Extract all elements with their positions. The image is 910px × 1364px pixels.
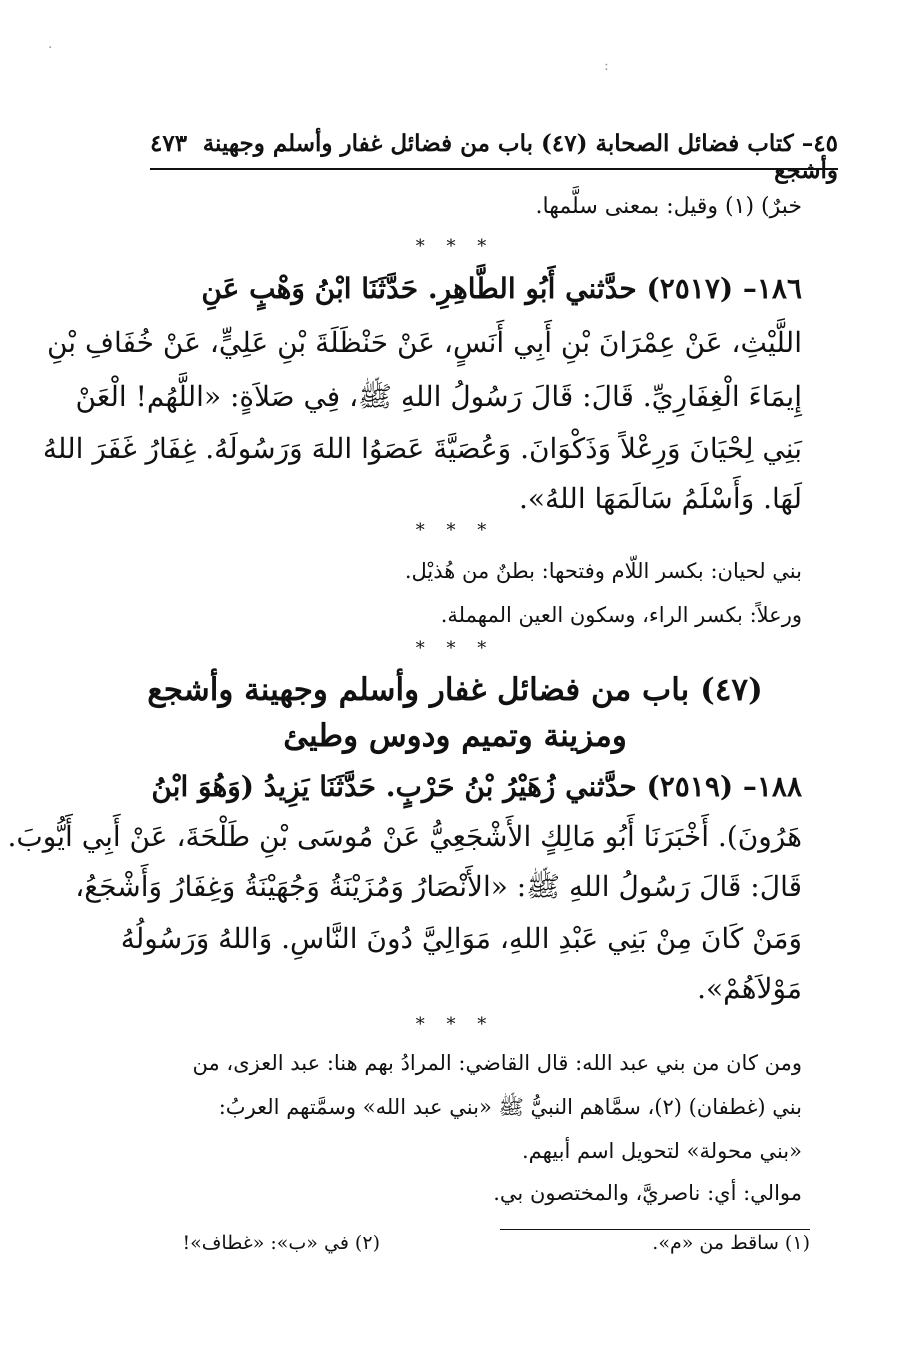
scan-speck: :	[604, 58, 609, 74]
commentary-188-line-1: ومن كان من بني عبد الله: قال القاضي: المرادُ بهم هنا: عبد العزى، من	[192, 1051, 802, 1075]
hadith-188-line-2: هَرُونَ). أَخْبَرَنَا أَبُو مَالِكٍ الأَشْجَعِيُّ عَنْ مُوسَى بْنِ طَلْحَةَ، عَنْ أَبِي أَيُّوبَ.	[7, 820, 802, 853]
commentary-188-line-2: بني (غطفان) (٢)، سمَّاهم النبيُّ ﷺ «بني عبد الله» وسمَّتهم العربُ:	[218, 1095, 802, 1119]
hadith-188-line-1: ١٨٨– (٢٥١٩) حدَّثني زُهَيْرُ بْنُ حَرْبٍ. حَدَّثَنَا يَزِيدُ (وَهُوَ ابْنُ	[151, 770, 802, 803]
commentary-188-line-4: موالي: أي: ناصريَّ، والمختصون بي.	[493, 1181, 802, 1205]
footnote-1: (١) ساقط من «م».	[652, 1232, 810, 1254]
chapter-heading-line-2: ومزينة وتميم ودوس وطيئ	[283, 718, 627, 754]
hadith-188-line-5: مَوْلاَهُمْ».	[697, 972, 802, 1005]
separator-stars: * * *	[415, 520, 495, 541]
page-number: ٤٧٣	[150, 130, 188, 157]
hadith-186-line-5: لَهَا. وَأَسْلَمُ سَالَمَهَا اللهُ».	[518, 482, 802, 515]
opening-line: خبرٌ) (١) وقيل: بمعنى سلَّمها.	[535, 194, 802, 219]
header-title: ٤٥– كتاب فضائل الصحابة (٤٧) باب من فضائل غفار وأسلم وجهينة وأشجع	[202, 130, 838, 184]
hadith-186-line-2: اللَّيْثِ، عَنْ عِمْرَانَ بْنِ أَبِي أَنَسٍ، عَنْ حَنْظَلَةَ بْنِ عَلِيٍّ، عَنْ خُفَافِ بْنِ	[46, 326, 802, 359]
chapter-heading-line-1: (٤٧) باب من فضائل غفار وأسلم وجهينة وأشجع	[147, 672, 763, 708]
separator-stars: * * *	[415, 638, 495, 659]
hadith-186-line-3: إِيمَاءَ الْغِفَارِيِّ. قَالَ: قَالَ رَسُولُ اللهِ ﷺ، فِي صَلاَةٍ: «اللَّهُم! الْعَنْ	[75, 380, 802, 413]
separator-stars: * * *	[415, 236, 495, 257]
separator-stars: * * *	[415, 1014, 495, 1035]
hadith-186-line-4: بَنِي لِحْيَانَ وَرِعْلاً وَذَكْوَانَ. وَعُصَيَّةَ عَصَوُا اللهَ وَرَسُولَهُ. غِفَارُ غَفَرَ اللهُ	[42, 432, 802, 465]
scan-speck: ·	[48, 40, 53, 56]
commentary-188-line-3: «بني محولة» لتحويل اسم أبيهم.	[521, 1139, 802, 1163]
running-header	[150, 128, 838, 184]
footnote-rule	[500, 1229, 810, 1230]
hadith-188-line-4: وَمَنْ كَانَ مِنْ بَنِي عَبْدِ اللهِ، مَوَالِيَّ دُونَ النَّاسِ. وَاللهُ وَرَسُولُهُ	[120, 922, 802, 955]
commentary-186-line-1: بني لحيان: بكسر اللّام وفتحها: بطنٌ من هُذيْل.	[404, 559, 802, 583]
hadith-186-line-1: ١٨٦– (٢٥١٧) حدَّثني أَبُو الطَّاهِرِ. حَدَّثَنَا ابْنُ وَهْبٍ عَنِ	[201, 272, 802, 305]
footnote-2: (٢) في «ب»: «غطاف»!	[182, 1232, 380, 1254]
commentary-186-line-2: ورعلاً: بكسر الراء، وسكون العين المهملة.	[440, 603, 802, 627]
hadith-188-line-3: قَالَ: قَالَ رَسُولُ اللهِ ﷺ: «الأَنْصَارُ وَمُزَيْنَةُ وَجُهَيْنَةُ وَغِفَارُ وَأَشْجَعُ،	[75, 870, 802, 903]
